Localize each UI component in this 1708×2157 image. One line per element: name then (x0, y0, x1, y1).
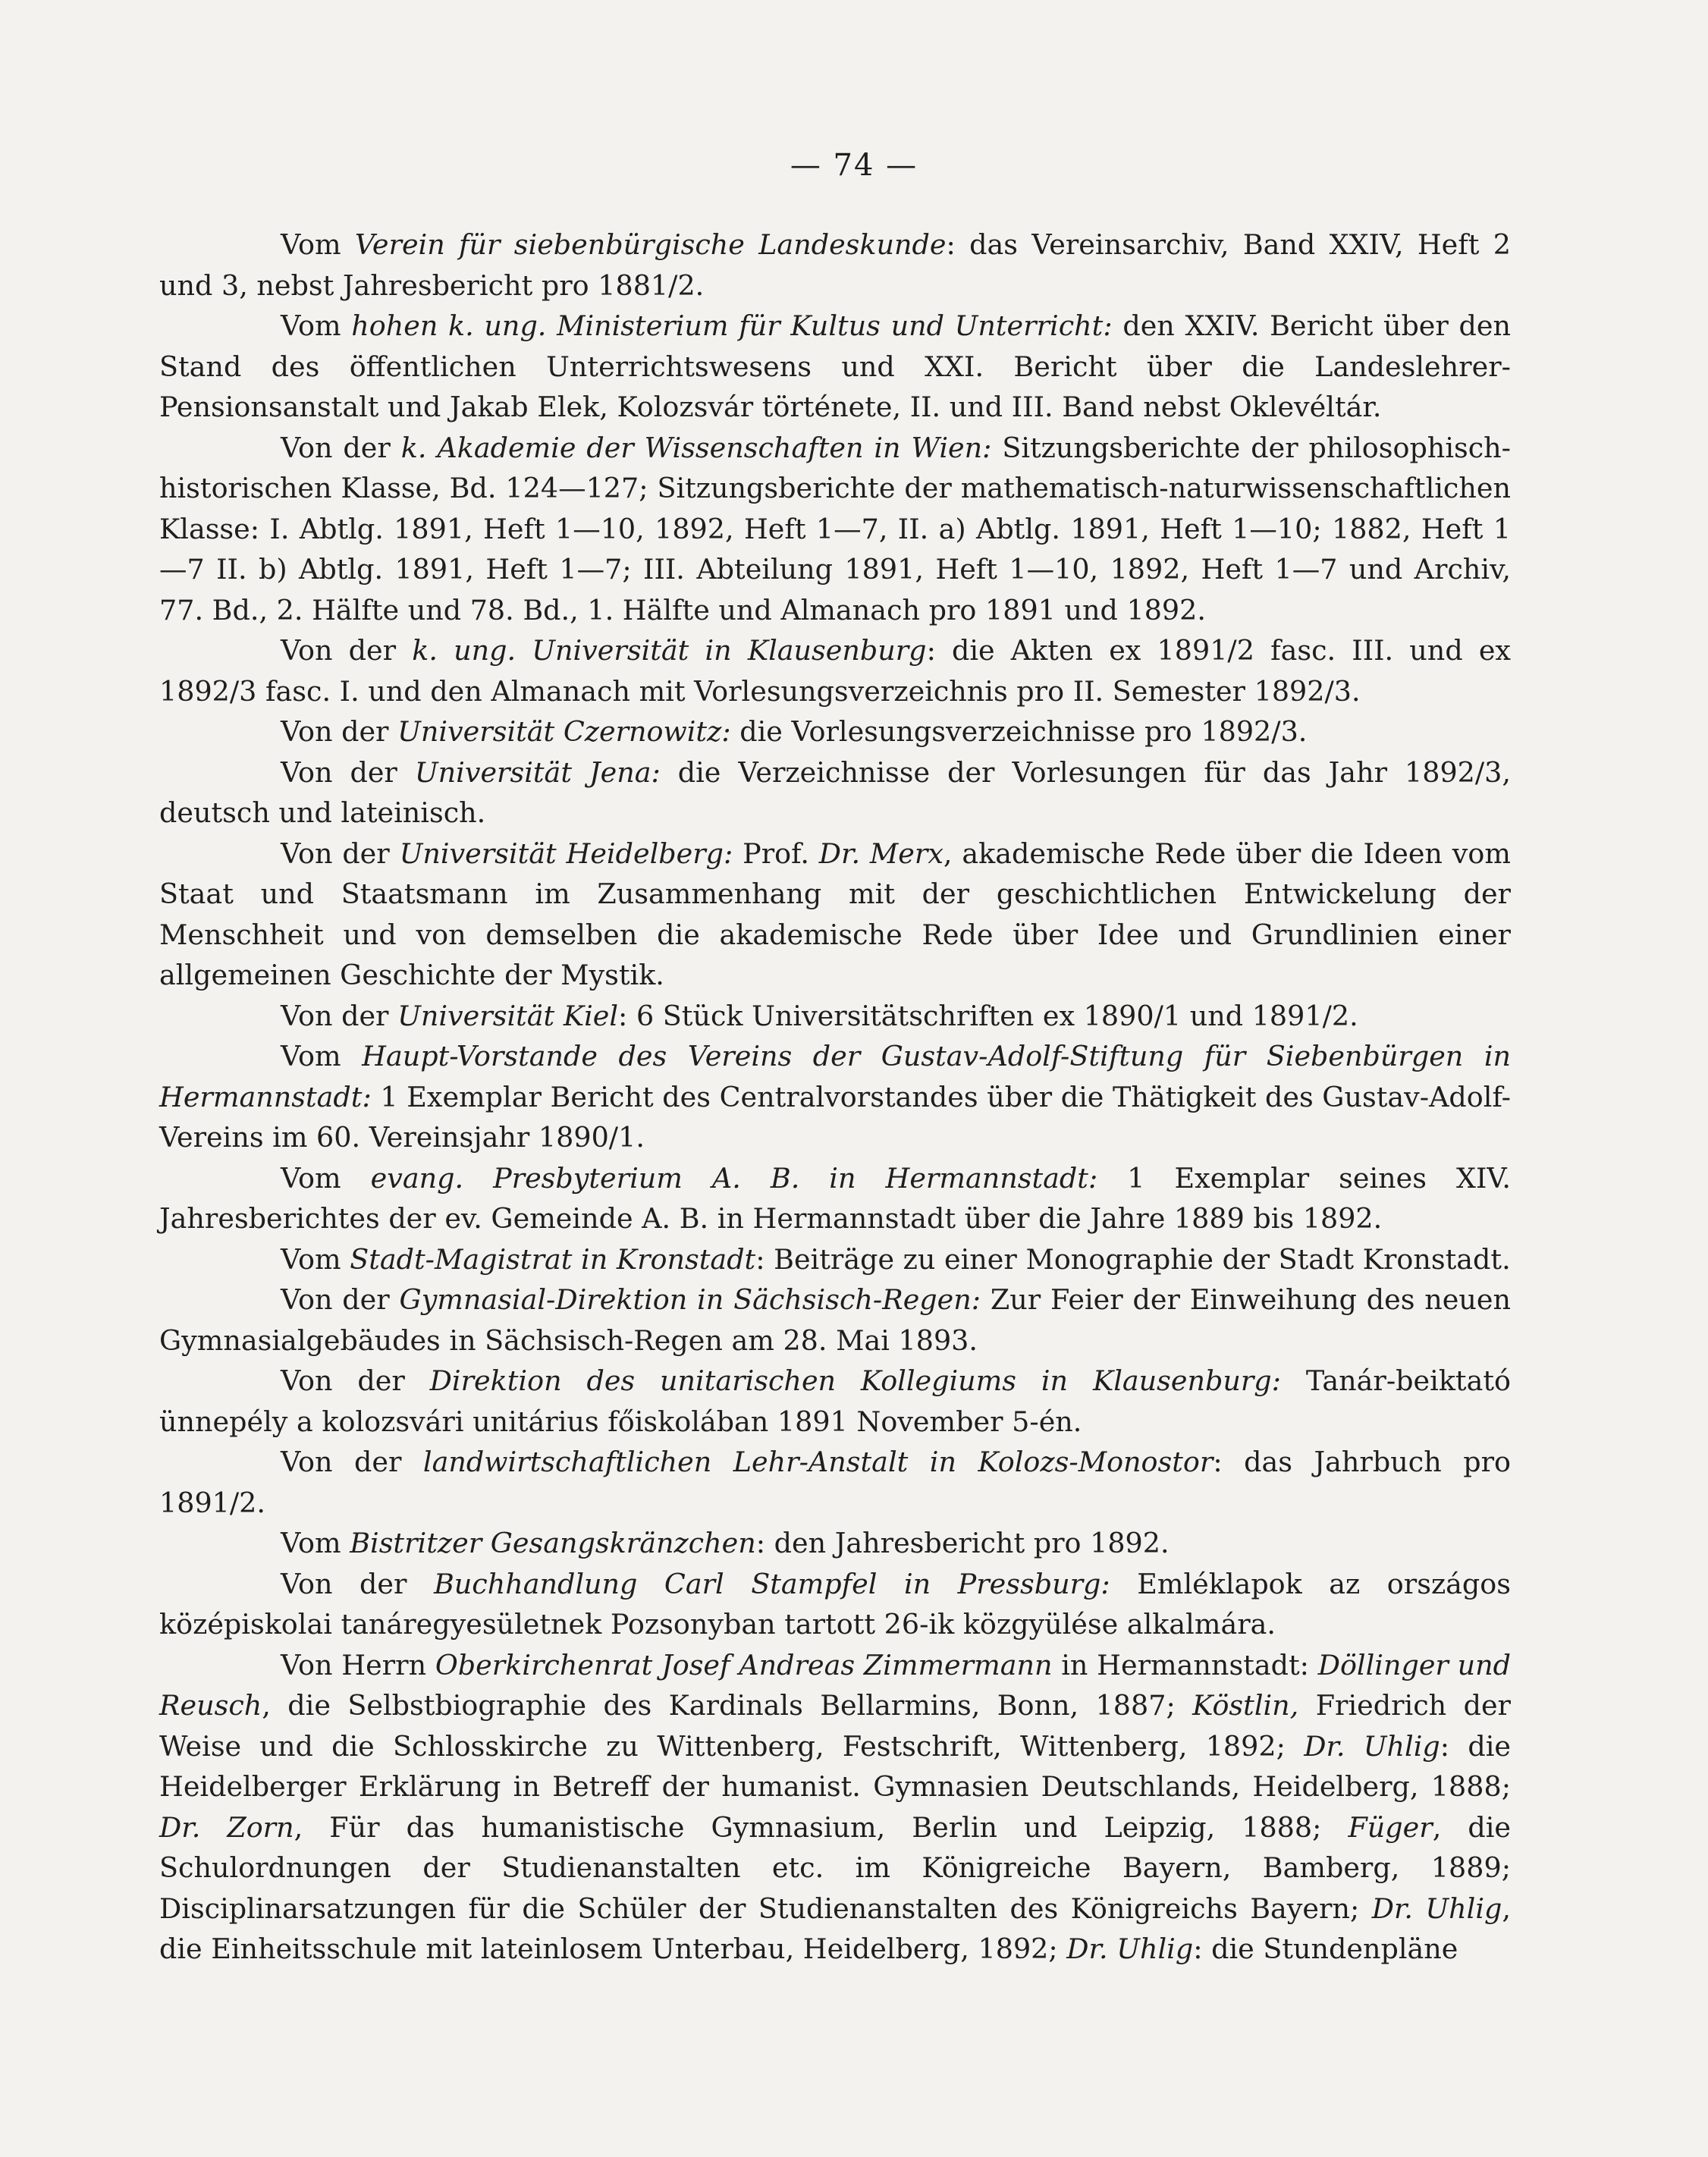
entry-paragraph (159, 1564, 1511, 1645)
italic-run: Bistritzer Gesangskränzchen (350, 1527, 756, 1559)
italic-run: Gymnasial-Direktion in Sächsisch-Regen: (399, 1283, 981, 1316)
entry-paragraph (159, 1442, 1511, 1523)
text-run: Vom (281, 1242, 350, 1276)
italic-run: Oberkirchenrat Josef Andreas Zimmermann (435, 1648, 1053, 1681)
italic-run: Dr. Uhlig (1304, 1729, 1440, 1763)
text-run: , akademische Rede über die Ideen vom Staat und Staatsmann im Zusammenhang mit der geschichtlichen Entwickelung der Menschheit und von demselben die akademische Rede über Idee und Grundlinien einer allgemeinen Geschichte der Mystik. (159, 837, 1511, 991)
italic-run: Universität Heidelberg: (399, 837, 733, 870)
text-run: Vom (281, 228, 355, 261)
entry-paragraph (159, 1036, 1511, 1158)
italic-run: Direktion des unitarischen Kollegiums in Klausenburg: (429, 1364, 1281, 1397)
italic-run: Universität Kiel (397, 999, 619, 1032)
text-run: : das Vereinsarchiv, Band XXIV, Heft 2 und 3, nebst Jahresbericht pro 1881/2. (159, 228, 1511, 302)
text-run: Friedrich der Weise und die Schlosskirche zu Wittenberg, Festschrift, Wittenberg, 1892; (159, 1689, 1511, 1763)
entry-paragraph (159, 224, 1511, 306)
text-run: Zur Feier der Einweihung des neuen Gymnasialgebäudes in Sächsisch-Regen am 28. Mai 1893. (159, 1283, 1511, 1357)
italic-run: Dr. Uhlig (1066, 1933, 1194, 1965)
text-run: : Beiträge zu einer Monographie der Stadt Kronstadt. (755, 1242, 1511, 1276)
text-run: Vom (281, 309, 352, 342)
text-run: Von der (281, 1446, 423, 1478)
text-run: : die Heidelberger Erklärung in Betreff der humanist. Gymnasien Deutschlands, Heidelberg, 1888; (159, 1729, 1511, 1803)
italic-run: Universität Czernowitz: (397, 715, 731, 748)
text-run: , Für das humanistische Gymnasium, Berlin und Leipzig, 1888; (294, 1810, 1349, 1844)
text-run: Vom (281, 1527, 350, 1559)
text-run: Von der (281, 1283, 400, 1316)
text-run: Von der (281, 999, 398, 1032)
entry-paragraph (159, 1361, 1511, 1442)
text-run: den XXIV. Bericht über den Stand des öffentlichen Unterrichtswesens und XXI. Bericht über die Landeslehrer-Pensionsanstalt und Jakab Elek, Kolozsvár története, II. und III. Band nebst Oklevéltár. (159, 309, 1512, 423)
text-run: , die Schulordnungen der Studienanstalten etc. im Königreiche Bayern, Bamberg, 1889; Disciplinarsatzungen für die Schüler der Studienanstalten des Königreichs Bayern; (159, 1810, 1511, 1925)
text-run: Von der (281, 755, 415, 789)
entry-paragraph (159, 752, 1511, 834)
entry-paragraph (159, 428, 1511, 631)
italic-run: Döllinger und Reusch (159, 1648, 1511, 1722)
text-run: Von der (281, 1567, 434, 1600)
entry-paragraph (159, 1645, 1511, 1970)
entry-paragraph (159, 1158, 1511, 1239)
text-run: Tanár-beiktató ünnepély a kolozsvári unitárius főiskolában 1891 November 5-én. (159, 1364, 1512, 1438)
italic-run: Haupt-Vorstande des Vereins der Gustav-Adolf-Stiftung für Siebenbürgen in Hermannstadt: (159, 1040, 1511, 1113)
text-run: Von der (281, 715, 398, 748)
text-run: Prof. (733, 837, 819, 870)
text-run: 1 Exemplar seines XIV. Jahresberichtes der ev. Gemeinde A. B. in Hermannstadt über die Jahre 1889 bis 1892. (159, 1161, 1512, 1235)
entry-paragraph (159, 711, 1511, 752)
entry-paragraph (159, 630, 1511, 711)
entry-paragraph (159, 306, 1511, 428)
page-number: — 74 — (790, 148, 918, 183)
italic-run: Dr. Uhlig (1371, 1892, 1502, 1925)
text-run: Vom (281, 1161, 371, 1195)
italic-run: k. Akademie der Wissenschaften in Wien: (400, 431, 992, 464)
text-run: Vom (281, 1040, 363, 1072)
text-run: : die Akten ex 1891/2 fasc. III. und ex 1892/3 fasc. I. und den Almanach mit Vorlesungsverzeichnis pro II. Semester 1892/3. (159, 634, 1512, 708)
text-run: Von Herrn (281, 1648, 435, 1681)
italic-run: hohen k. ung. Ministerium für Kultus und Unterricht: (351, 309, 1113, 342)
text-run: Von der (281, 634, 413, 667)
italic-run: Dr. Zorn (159, 1810, 294, 1844)
italic-run: evang. Presbyterium A. B. in Hermannstadt: (370, 1161, 1098, 1195)
text-run: , die Einheitsschule mit lateinlosem Unterbau, Heidelberg, 1892; (159, 1892, 1511, 1965)
italic-run: Köstlin, (1192, 1689, 1299, 1722)
italic-run: k. ung. Universität in Klausenburg (412, 634, 927, 667)
italic-run: Füger (1348, 1810, 1433, 1844)
body-text (159, 224, 1511, 1970)
entry-paragraph (159, 1239, 1511, 1280)
text-run: : die Stundenpläne (1193, 1933, 1458, 1965)
text-run: Sitzungsberichte der philosophisch-historischen Klasse, Bd. 124—127; Sitzungsberichte der mathematisch-naturwissenschaftlichen Klasse: I. Abtlg. 1891, Heft 1—10, 1892, Heft 1—7, II. a) Abtlg. 1891, Heft 1—10; 1882, Heft 1—7 II. b) Abtlg. 1891, Heft 1—7; III. Abteilung 1891, Heft 1—10, 1892, Heft 1—7 und Archiv, 77. Bd., 2. Hälfte und 78. Bd., 1. Hälfte und Almanach pro 1891 und 1892. (159, 431, 1512, 626)
text-run: Von der (281, 837, 400, 870)
text-run: 1 Exemplar Bericht des Centralvorstandes über die Thätigkeit des Gustav-Adolf-Vereins im 60. Vereinsjahr 1890/1. (159, 1080, 1511, 1154)
text-run: Von der (281, 1364, 430, 1397)
entry-paragraph (159, 996, 1511, 1037)
italic-run: Stadt-Magistrat in Kronstadt (350, 1242, 756, 1276)
text-run: in Hermannstadt: (1052, 1648, 1318, 1681)
text-run: die Vorlesungsverzeichnisse pro 1892/3. (730, 715, 1308, 748)
text-run: : das Jahrbuch pro 1891/2. (159, 1446, 1511, 1519)
text-run: : 6 Stück Universitätschriften ex 1890/1 und 1891/2. (618, 999, 1358, 1032)
entry-paragraph (159, 1279, 1511, 1361)
italic-run: Buchhandlung Carl Stampfel in Pressburg: (433, 1567, 1110, 1600)
text-run: die Verzeichnisse der Vorlesungen für das Jahr 1892/3, deutsch und lateinisch. (159, 755, 1512, 829)
text-run: Emléklapok az országos középiskolai tanáregyesületnek Pozsonyban tartott 26-ik közgyülése alkalmára. (159, 1567, 1512, 1641)
italic-run: Universität Jena: (414, 755, 661, 789)
text-run: Von der (281, 431, 401, 464)
entry-paragraph (159, 834, 1511, 996)
text-run: , die Selbstbiographie des Kardinals Bellarmins, Bonn, 1887; (262, 1689, 1193, 1722)
text-run: : den Jahresbericht pro 1892. (755, 1527, 1170, 1559)
entry-paragraph (159, 1523, 1511, 1564)
italic-run: Verein für siebenbürgische Landeskunde (354, 228, 947, 261)
italic-run: Dr. Merx (818, 837, 943, 870)
italic-run: landwirtschaftlichen Lehr-Anstalt in Kolozs-Monostor (422, 1446, 1213, 1478)
